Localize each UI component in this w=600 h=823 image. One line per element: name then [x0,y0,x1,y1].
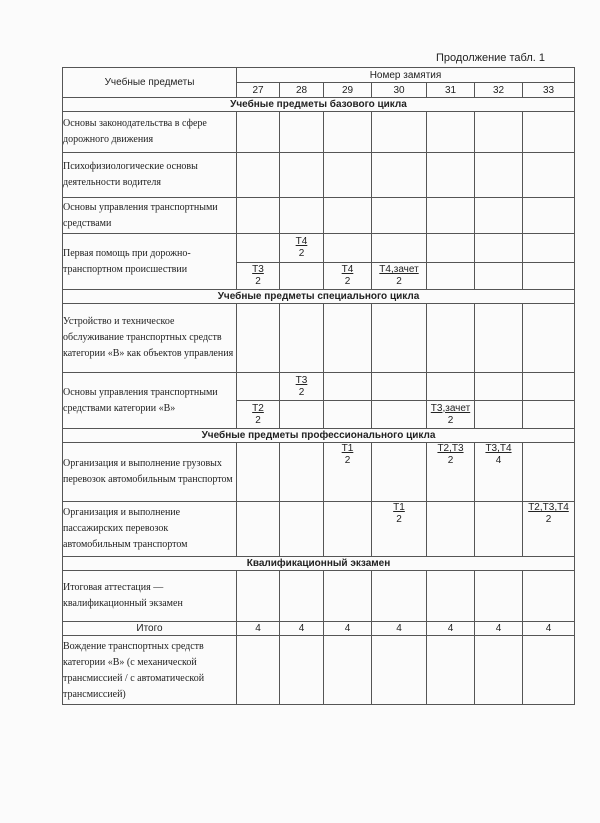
row-device: Устройство и техническое обслуживание транспортных средств категории «В» как объектов управления [63,304,237,373]
section-exam: Квалификационный экзамен [63,557,575,571]
cell-topic: Т2,Т3 [437,443,464,454]
cell-topic: Т3 [252,264,264,275]
cell-firstaid-27 [237,263,280,290]
cell-topic: Т3,зачет [430,402,471,414]
cell-hours: 2 [447,414,454,426]
cell-hours: 2 [545,514,552,525]
cell-hours: 2 [344,455,351,466]
total-27: 4 [237,622,280,636]
total-31: 4 [427,622,475,636]
cell-hours: 2 [447,455,454,466]
header-subjects: Учебные предметы [63,68,237,98]
schedule-table [62,67,575,705]
cell-mgmtb-27 [237,401,280,429]
section-basic: Учебные предметы базового цикла [63,98,575,112]
cell-hours: 2 [298,386,305,398]
section-professional: Учебные предметы профессионального цикла [63,429,575,443]
cell-topic: Т3 [295,374,308,386]
table-caption: Продолжение табл. 1 [436,52,545,64]
cell-firstaid-28-top [280,234,324,263]
row-driving: Вождение транспортных средств категории «В» (с механической трансмиссией / с автоматической трансмиссией) [63,636,237,705]
cell-cargo-31 [427,443,475,502]
total-30: 4 [372,622,427,636]
cell-firstaid-29 [324,263,372,290]
total-28: 4 [280,622,324,636]
row-psych: Психофизиологические основы деятельности водителя [63,153,237,198]
col-29: 29 [324,83,372,98]
row-total-label: Итого [63,622,237,636]
col-30: 30 [372,83,427,98]
cell-topic: Т1 [393,502,405,513]
cell-topic: Т4 [295,236,308,247]
cell-hours: 2 [298,248,305,259]
col-32: 32 [475,83,523,98]
row-mgmt-b: Основы управления транспортными средствами категории «В» [63,373,237,429]
cell-mgmtb-31 [427,401,475,429]
total-33: 4 [523,622,575,636]
total-29: 4 [324,622,372,636]
section-special: Учебные предметы специального цикла [63,290,575,304]
cell-topic: Т2,Т3,Т4 [528,502,569,513]
cell-pass-30 [372,502,427,557]
cell-pass-33 [523,502,575,557]
col-27: 27 [237,83,280,98]
cell-mgmtb-28-top [280,373,324,401]
row-final: Итоговая аттестация — квалификационный экзамен [63,571,237,622]
row-passenger: Организация и выполнение пассажирских перевозок автомобильным транспортом [63,502,237,557]
cell-topic: Т4,зачет [379,264,419,275]
cell-cargo-29 [324,443,372,502]
row-law: Основы законодательства в сфере дорожного движения [63,112,237,153]
row-mgmt: Основы управления транспортными средствами [63,198,237,234]
cell-topic: Т3,Т4 [485,443,512,454]
cell-firstaid-30 [372,263,427,290]
col-31: 31 [427,83,475,98]
col-33: 33 [523,83,575,98]
row-cargo: Организация и выполнение грузовых перевозок автомобильным транспортом [63,443,237,502]
col-28: 28 [280,83,324,98]
cell-hours: 2 [255,414,261,426]
cell-hours: 2 [344,276,351,287]
cell-topic: Т2 [252,402,264,414]
cell-hours: 2 [396,276,402,287]
total-32: 4 [475,622,523,636]
cell-hours: 2 [255,276,261,287]
cell-topic: Т1 [341,443,354,454]
cell-hours: 4 [495,455,502,466]
cell-topic: Т4 [341,264,354,275]
row-firstaid: Первая помощь при дорожно-транспортном происшествии [63,234,237,290]
header-lessons: Номер замятия [237,68,575,83]
cell-hours: 2 [396,514,402,525]
cell-cargo-32 [475,443,523,502]
